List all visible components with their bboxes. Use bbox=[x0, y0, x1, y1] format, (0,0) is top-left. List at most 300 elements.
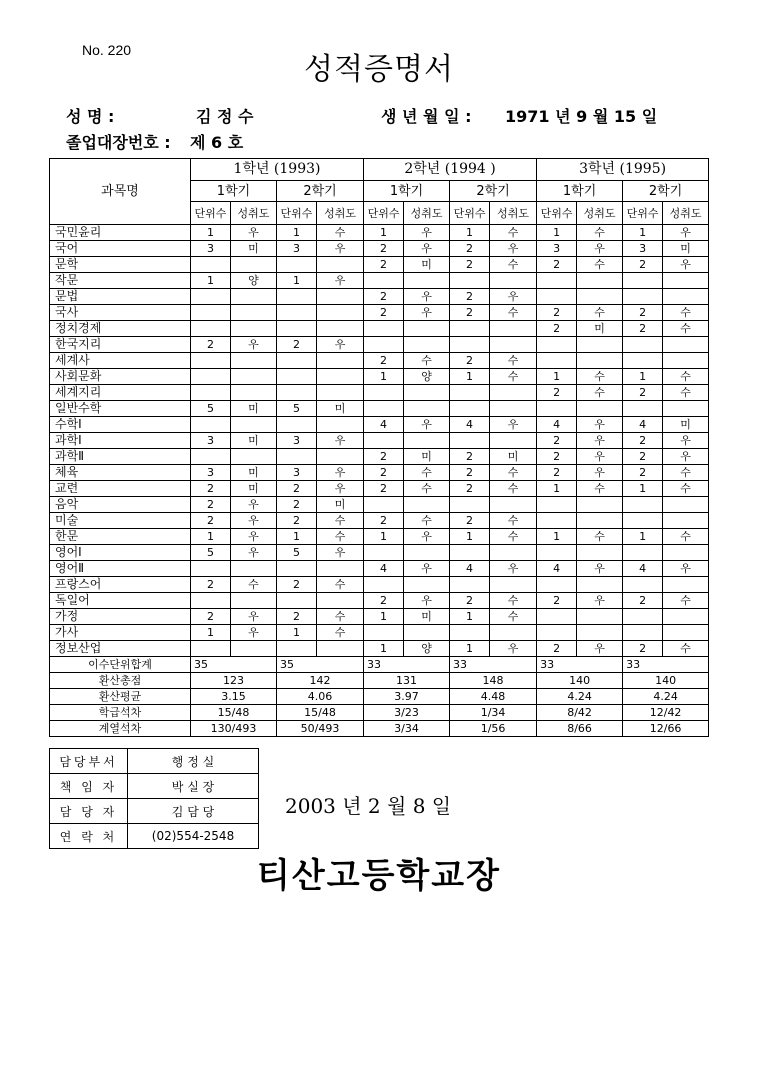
credit-cell bbox=[623, 273, 663, 289]
credit-cell: 3 bbox=[623, 241, 663, 257]
credit-cell bbox=[191, 385, 231, 401]
credit-cell bbox=[623, 545, 663, 561]
table-row bbox=[50, 353, 709, 369]
achievement-cell bbox=[663, 337, 709, 353]
credit-cell bbox=[191, 417, 231, 433]
achievement-cell bbox=[490, 497, 537, 513]
credit-cell: 2 bbox=[364, 513, 404, 529]
achievement-cell: 우 bbox=[404, 241, 450, 257]
credit-cell: 1 bbox=[277, 529, 317, 545]
achievement-cell: 수 bbox=[663, 481, 709, 497]
table-row bbox=[50, 417, 709, 433]
column-header: 단위수 bbox=[537, 202, 577, 225]
credit-cell: 2 bbox=[623, 465, 663, 481]
credit-cell bbox=[537, 273, 577, 289]
table-row bbox=[50, 497, 709, 513]
credit-cell: 2 bbox=[364, 449, 404, 465]
achievement-cell: 수 bbox=[317, 529, 364, 545]
summary-row bbox=[50, 721, 709, 737]
achievement-cell: 우 bbox=[231, 337, 277, 353]
credit-cell bbox=[191, 561, 231, 577]
issue-date: 2003 년 2 월 8 일 bbox=[285, 794, 452, 818]
summary-value: 35 bbox=[277, 657, 364, 673]
credit-cell bbox=[191, 449, 231, 465]
subject-name: 독일어 bbox=[50, 593, 191, 609]
table-row bbox=[50, 241, 709, 257]
achievement-cell: 미 bbox=[231, 241, 277, 257]
credit-cell: 2 bbox=[191, 609, 231, 625]
credit-cell bbox=[364, 401, 404, 417]
achievement-cell: 우 bbox=[490, 289, 537, 305]
summary-value: 8/42 bbox=[537, 705, 623, 721]
semester-header: 2학기 bbox=[277, 181, 364, 202]
credit-cell bbox=[277, 641, 317, 657]
contact-value: 박 실 장 bbox=[128, 774, 259, 799]
name-label: 성 명 : bbox=[66, 107, 115, 126]
summary-value: 1/34 bbox=[450, 705, 537, 721]
credit-cell: 3 bbox=[191, 465, 231, 481]
table-row bbox=[50, 641, 709, 657]
credit-cell bbox=[277, 321, 317, 337]
summary-value: 1/56 bbox=[450, 721, 537, 737]
achievement-cell: 미 bbox=[663, 241, 709, 257]
credit-cell bbox=[191, 321, 231, 337]
achievement-cell bbox=[404, 625, 450, 641]
achievement-cell bbox=[490, 401, 537, 417]
credit-cell bbox=[364, 497, 404, 513]
credit-cell: 5 bbox=[277, 401, 317, 417]
table-row bbox=[50, 593, 709, 609]
achievement-cell: 우 bbox=[231, 513, 277, 529]
credit-cell: 2 bbox=[450, 513, 490, 529]
credit-cell: 3 bbox=[537, 241, 577, 257]
achievement-cell: 양 bbox=[404, 641, 450, 657]
achievement-cell bbox=[663, 545, 709, 561]
achievement-cell bbox=[663, 577, 709, 593]
credit-cell bbox=[364, 321, 404, 337]
achievement-cell: 미 bbox=[404, 257, 450, 273]
credit-cell bbox=[277, 385, 317, 401]
achievement-cell bbox=[577, 513, 623, 529]
name-value: 김 정 수 bbox=[196, 107, 254, 126]
summary-row bbox=[50, 689, 709, 705]
table-row bbox=[50, 257, 709, 273]
column-header: 단위수 bbox=[191, 202, 231, 225]
summary-row bbox=[50, 705, 709, 721]
credit-cell: 3 bbox=[191, 433, 231, 449]
achievement-cell bbox=[317, 593, 364, 609]
achievement-cell bbox=[490, 273, 537, 289]
summary-label: 환산평균 bbox=[50, 689, 191, 705]
achievement-cell: 우 bbox=[663, 225, 709, 241]
column-header: 성취도 bbox=[404, 202, 450, 225]
table-row bbox=[50, 545, 709, 561]
credit-cell: 1 bbox=[623, 529, 663, 545]
credit-cell: 3 bbox=[277, 241, 317, 257]
credit-cell bbox=[277, 593, 317, 609]
achievement-cell bbox=[404, 433, 450, 449]
achievement-cell bbox=[490, 337, 537, 353]
achievement-cell: 수 bbox=[317, 609, 364, 625]
achievement-cell: 수 bbox=[317, 625, 364, 641]
credit-cell: 2 bbox=[623, 385, 663, 401]
achievement-cell: 수 bbox=[490, 353, 537, 369]
credit-cell bbox=[623, 401, 663, 417]
column-header: 성취도 bbox=[490, 202, 537, 225]
achievement-cell bbox=[317, 305, 364, 321]
achievement-cell: 수 bbox=[404, 465, 450, 481]
achievement-cell bbox=[490, 433, 537, 449]
summary-value: 4.48 bbox=[450, 689, 537, 705]
credit-cell: 1 bbox=[191, 273, 231, 289]
achievement-cell bbox=[577, 577, 623, 593]
year-1-header: 1학년 (1993) bbox=[191, 159, 364, 181]
semester-header: 2학기 bbox=[623, 181, 709, 202]
credit-cell bbox=[537, 337, 577, 353]
achievement-cell: 수 bbox=[577, 385, 623, 401]
contact-value: (02)554-2548 bbox=[128, 824, 259, 849]
achievement-cell bbox=[577, 337, 623, 353]
achievement-cell: 우 bbox=[663, 257, 709, 273]
achievement-cell: 우 bbox=[317, 241, 364, 257]
achievement-cell: 우 bbox=[577, 449, 623, 465]
contact-row bbox=[50, 749, 259, 774]
achievement-cell: 우 bbox=[577, 561, 623, 577]
summary-value: 130/493 bbox=[191, 721, 277, 737]
achievement-cell bbox=[317, 641, 364, 657]
credit-cell bbox=[364, 577, 404, 593]
summary-value: 140 bbox=[537, 673, 623, 689]
achievement-cell: 미 bbox=[231, 465, 277, 481]
semester-header: 1학기 bbox=[364, 181, 450, 202]
achievement-cell bbox=[663, 353, 709, 369]
credit-cell: 2 bbox=[537, 593, 577, 609]
credit-cell: 2 bbox=[364, 465, 404, 481]
subject-name: 국어 bbox=[50, 241, 191, 257]
achievement-cell: 미 bbox=[317, 497, 364, 513]
credit-cell bbox=[537, 353, 577, 369]
achievement-cell bbox=[577, 353, 623, 369]
credit-cell: 2 bbox=[191, 577, 231, 593]
achievement-cell: 우 bbox=[577, 417, 623, 433]
credit-cell: 2 bbox=[277, 609, 317, 625]
subject-name: 정치경제 bbox=[50, 321, 191, 337]
credit-cell bbox=[537, 289, 577, 305]
graduation-number-value: 제 6 호 bbox=[190, 133, 244, 152]
credit-cell bbox=[537, 497, 577, 513]
credit-cell: 2 bbox=[364, 353, 404, 369]
credit-cell: 2 bbox=[364, 481, 404, 497]
page-title: 성적증명서 bbox=[304, 52, 454, 87]
credit-cell: 2 bbox=[450, 257, 490, 273]
subject-name: 영어Ⅰ bbox=[50, 545, 191, 561]
contact-row bbox=[50, 799, 259, 824]
summary-label: 환산총점 bbox=[50, 673, 191, 689]
credit-cell: 2 bbox=[450, 465, 490, 481]
subject-name: 미술 bbox=[50, 513, 191, 529]
summary-value: 33 bbox=[364, 657, 450, 673]
achievement-cell: 수 bbox=[490, 305, 537, 321]
achievement-cell: 미 bbox=[404, 609, 450, 625]
achievement-cell: 수 bbox=[663, 529, 709, 545]
achievement-cell: 우 bbox=[404, 593, 450, 609]
achievement-cell bbox=[231, 353, 277, 369]
credit-cell: 2 bbox=[537, 641, 577, 657]
credit-cell: 1 bbox=[537, 529, 577, 545]
credit-cell: 1 bbox=[364, 641, 404, 657]
credit-cell: 1 bbox=[191, 225, 231, 241]
credit-cell bbox=[623, 513, 663, 529]
credit-cell: 1 bbox=[537, 369, 577, 385]
contact-key: 책 임 자 bbox=[50, 774, 128, 799]
credit-cell: 2 bbox=[450, 289, 490, 305]
achievement-cell: 수 bbox=[231, 577, 277, 593]
contact-key: 담당부서 bbox=[50, 749, 128, 774]
achievement-cell: 수 bbox=[317, 513, 364, 529]
achievement-cell: 수 bbox=[490, 481, 537, 497]
subject-name: 프랑스어 bbox=[50, 577, 191, 593]
achievement-cell: 수 bbox=[490, 369, 537, 385]
summary-value: 123 bbox=[191, 673, 277, 689]
achievement-cell: 미 bbox=[317, 401, 364, 417]
achievement-cell bbox=[577, 545, 623, 561]
achievement-cell bbox=[317, 369, 364, 385]
credit-cell bbox=[277, 417, 317, 433]
achievement-cell bbox=[490, 625, 537, 641]
credit-cell: 2 bbox=[191, 497, 231, 513]
credit-cell bbox=[364, 385, 404, 401]
achievement-cell bbox=[490, 577, 537, 593]
credit-cell: 4 bbox=[623, 561, 663, 577]
achievement-cell: 미 bbox=[577, 321, 623, 337]
credit-cell: 1 bbox=[191, 529, 231, 545]
credit-cell bbox=[450, 321, 490, 337]
achievement-cell: 우 bbox=[577, 593, 623, 609]
achievement-cell: 미 bbox=[231, 433, 277, 449]
credit-cell: 2 bbox=[364, 593, 404, 609]
credit-cell: 2 bbox=[191, 337, 231, 353]
subject-name: 작문 bbox=[50, 273, 191, 289]
credit-cell bbox=[623, 337, 663, 353]
achievement-cell: 수 bbox=[663, 321, 709, 337]
summary-value: 4.24 bbox=[537, 689, 623, 705]
credit-cell bbox=[277, 561, 317, 577]
credit-cell bbox=[537, 513, 577, 529]
achievement-cell bbox=[231, 641, 277, 657]
subject-name: 국민윤리 bbox=[50, 225, 191, 241]
achievement-cell: 우 bbox=[404, 305, 450, 321]
column-header: 단위수 bbox=[623, 202, 663, 225]
credit-cell: 1 bbox=[623, 481, 663, 497]
achievement-cell bbox=[231, 305, 277, 321]
semester-header: 1학기 bbox=[537, 181, 623, 202]
summary-value: 142 bbox=[277, 673, 364, 689]
credit-cell: 2 bbox=[277, 497, 317, 513]
credit-cell bbox=[623, 609, 663, 625]
achievement-cell bbox=[231, 257, 277, 273]
document-number: No. 220 bbox=[82, 42, 132, 58]
achievement-cell bbox=[231, 417, 277, 433]
table-row bbox=[50, 321, 709, 337]
credit-cell: 1 bbox=[450, 369, 490, 385]
credit-cell bbox=[450, 497, 490, 513]
achievement-cell bbox=[231, 593, 277, 609]
credit-cell bbox=[450, 337, 490, 353]
achievement-cell: 수 bbox=[663, 369, 709, 385]
achievement-cell: 우 bbox=[577, 241, 623, 257]
summary-value: 12/66 bbox=[623, 721, 709, 737]
achievement-cell: 우 bbox=[231, 497, 277, 513]
credit-cell: 2 bbox=[450, 305, 490, 321]
credit-cell bbox=[623, 497, 663, 513]
birth-value: 1971 년 9 월 15 일 bbox=[505, 107, 658, 126]
subject-name: 영어Ⅱ bbox=[50, 561, 191, 577]
achievement-cell: 수 bbox=[663, 641, 709, 657]
credit-cell: 2 bbox=[364, 289, 404, 305]
achievement-cell: 우 bbox=[231, 529, 277, 545]
semester-header: 1학기 bbox=[191, 181, 277, 202]
credit-cell bbox=[537, 609, 577, 625]
achievement-cell: 우 bbox=[663, 449, 709, 465]
credit-cell: 3 bbox=[277, 465, 317, 481]
credit-cell: 2 bbox=[537, 257, 577, 273]
achievement-cell: 우 bbox=[317, 481, 364, 497]
credit-cell: 2 bbox=[623, 257, 663, 273]
summary-value: 35 bbox=[191, 657, 277, 673]
summary-value: 3.97 bbox=[364, 689, 450, 705]
subject-name: 사회문화 bbox=[50, 369, 191, 385]
achievement-cell: 우 bbox=[404, 289, 450, 305]
credit-cell bbox=[623, 353, 663, 369]
credit-cell bbox=[450, 625, 490, 641]
achievement-cell: 우 bbox=[317, 545, 364, 561]
credit-cell: 4 bbox=[623, 417, 663, 433]
achievement-cell bbox=[317, 257, 364, 273]
table-row bbox=[50, 305, 709, 321]
credit-cell bbox=[450, 273, 490, 289]
credit-cell: 5 bbox=[191, 401, 231, 417]
contact-row bbox=[50, 774, 259, 799]
achievement-cell bbox=[404, 577, 450, 593]
subject-name: 일반수학 bbox=[50, 401, 191, 417]
achievement-cell bbox=[577, 625, 623, 641]
credit-cell bbox=[450, 577, 490, 593]
achievement-cell bbox=[317, 385, 364, 401]
achievement-cell bbox=[317, 561, 364, 577]
table-row bbox=[50, 401, 709, 417]
credit-cell bbox=[277, 305, 317, 321]
achievement-cell bbox=[404, 337, 450, 353]
credit-cell bbox=[191, 257, 231, 273]
credit-cell: 1 bbox=[537, 225, 577, 241]
credit-cell: 1 bbox=[450, 225, 490, 241]
achievement-cell: 우 bbox=[490, 241, 537, 257]
achievement-cell bbox=[404, 497, 450, 513]
achievement-cell: 우 bbox=[317, 337, 364, 353]
column-header: 성취도 bbox=[577, 202, 623, 225]
subject-name: 정보산업 bbox=[50, 641, 191, 657]
achievement-cell bbox=[317, 289, 364, 305]
subject-name: 과학Ⅰ bbox=[50, 433, 191, 449]
contact-value: 김 담 당 bbox=[128, 799, 259, 824]
achievement-cell: 수 bbox=[577, 257, 623, 273]
graduation-number-label: 졸업대장번호 : bbox=[66, 133, 171, 152]
table-row bbox=[50, 225, 709, 241]
credit-cell bbox=[623, 577, 663, 593]
credit-cell: 2 bbox=[537, 433, 577, 449]
credit-cell bbox=[537, 401, 577, 417]
achievement-cell bbox=[577, 273, 623, 289]
achievement-cell: 수 bbox=[490, 529, 537, 545]
credit-cell: 2 bbox=[623, 433, 663, 449]
achievement-cell: 우 bbox=[404, 529, 450, 545]
year-2-header: 2학년 (1994 ) bbox=[364, 159, 537, 181]
achievement-cell bbox=[231, 321, 277, 337]
achievement-cell: 미 bbox=[231, 481, 277, 497]
credit-cell bbox=[623, 289, 663, 305]
credit-cell bbox=[191, 369, 231, 385]
credit-cell: 2 bbox=[623, 593, 663, 609]
credit-cell: 2 bbox=[450, 353, 490, 369]
summary-label: 이수단위합계 bbox=[50, 657, 191, 673]
subject-name: 체육 bbox=[50, 465, 191, 481]
achievement-cell bbox=[404, 273, 450, 289]
credit-cell: 2 bbox=[191, 481, 231, 497]
credit-cell bbox=[537, 577, 577, 593]
achievement-cell bbox=[577, 401, 623, 417]
credit-cell bbox=[191, 305, 231, 321]
contact-value: 행 정 실 bbox=[128, 749, 259, 774]
year-3-header: 3학년 (1995) bbox=[537, 159, 709, 181]
table-row bbox=[50, 577, 709, 593]
table-row bbox=[50, 369, 709, 385]
credit-cell: 2 bbox=[537, 449, 577, 465]
table-row bbox=[50, 529, 709, 545]
subject-name: 가사 bbox=[50, 625, 191, 641]
achievement-cell: 수 bbox=[490, 465, 537, 481]
credit-cell: 1 bbox=[623, 369, 663, 385]
credit-cell bbox=[537, 545, 577, 561]
credit-cell: 4 bbox=[537, 417, 577, 433]
credit-cell bbox=[277, 449, 317, 465]
credit-cell: 2 bbox=[450, 449, 490, 465]
summary-value: 4.24 bbox=[623, 689, 709, 705]
credit-cell: 1 bbox=[450, 641, 490, 657]
achievement-cell bbox=[317, 417, 364, 433]
achievement-cell: 수 bbox=[490, 257, 537, 273]
achievement-cell: 수 bbox=[663, 305, 709, 321]
achievement-cell: 우 bbox=[231, 625, 277, 641]
achievement-cell bbox=[231, 385, 277, 401]
credit-cell: 5 bbox=[277, 545, 317, 561]
credit-cell: 1 bbox=[191, 625, 231, 641]
credit-cell: 2 bbox=[537, 321, 577, 337]
semester-header: 2학기 bbox=[450, 181, 537, 202]
credit-cell bbox=[450, 433, 490, 449]
credit-cell bbox=[364, 273, 404, 289]
achievement-cell bbox=[404, 385, 450, 401]
achievement-cell bbox=[404, 401, 450, 417]
subject-name: 문학 bbox=[50, 257, 191, 273]
table-row bbox=[50, 337, 709, 353]
summary-label: 계열석차 bbox=[50, 721, 191, 737]
credit-cell: 3 bbox=[191, 241, 231, 257]
credit-cell: 1 bbox=[364, 369, 404, 385]
achievement-cell: 우 bbox=[577, 465, 623, 481]
credit-cell bbox=[450, 401, 490, 417]
credit-cell: 2 bbox=[450, 481, 490, 497]
credit-cell: 2 bbox=[277, 577, 317, 593]
